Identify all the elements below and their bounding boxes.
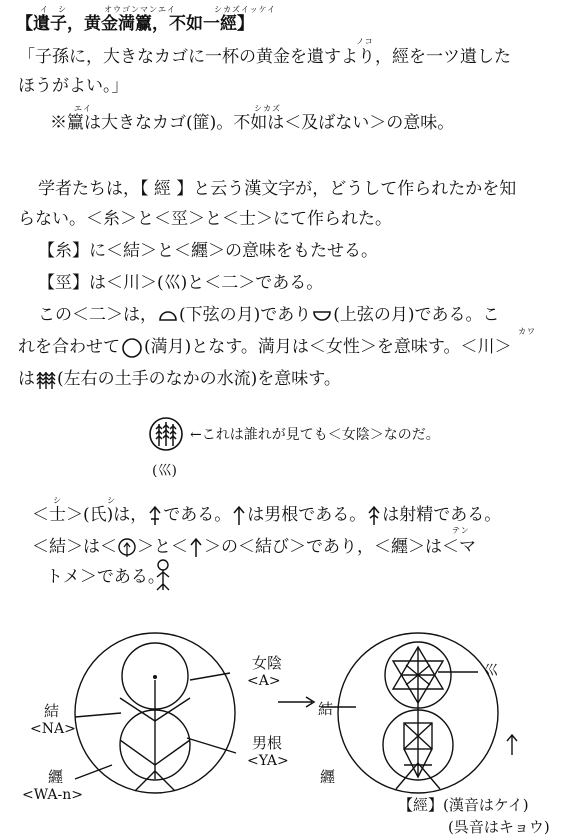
body-line-5-b: (下弦の月)であり xyxy=(179,305,312,325)
waxing-moon-icon xyxy=(311,306,333,326)
shi-line-1 xyxy=(32,504,501,527)
body-line-4: 【巠】は＜川＞(巛)と＜二＞である。 xyxy=(38,273,324,293)
vulva-symbol-icon xyxy=(148,414,184,454)
shi-line-2-b: ＞と＜ xyxy=(137,537,188,557)
shi-line-3 xyxy=(46,566,165,588)
ruby-shi-2: シ xyxy=(107,496,116,505)
shi-line-1-c: は男根である。 xyxy=(247,505,367,525)
body-line-7-a: は xyxy=(18,369,35,389)
label-nyoin: 女陰 xyxy=(252,654,283,672)
shi-line-2 xyxy=(32,536,476,559)
shi-line-3-text: トメ＞である。 xyxy=(46,567,165,587)
body-line-6-a: れを合わせて xyxy=(18,337,120,357)
circle-knot-icon xyxy=(117,537,137,559)
river-glyph-icon xyxy=(35,369,57,391)
label-kei: 巛 xyxy=(484,663,498,679)
body-line-3: 【糸】に＜結＞と＜纒＞の意味をもたせる。 xyxy=(38,241,378,261)
label-na: <NA> xyxy=(30,721,76,737)
ruby-ten: テン xyxy=(452,526,470,535)
full-moon-icon xyxy=(120,337,144,359)
shi-line-1-a: ＜士＞(氏)は， xyxy=(32,505,148,525)
phallus-arrow-icon-3 xyxy=(188,537,204,559)
body-line-5-c: (上弦の月)である。こ xyxy=(333,305,500,325)
page-title: 【遺子，黄金満籯，不如一經】 xyxy=(16,14,254,34)
body-line-6-b: (満月)となす。満月は＜女性＞を意味す。＜川＞ xyxy=(144,337,512,357)
body-line-7 xyxy=(18,368,341,391)
figure-caption: (巛) xyxy=(152,463,177,479)
footer-line-1: 【經】(漢音はケイ) xyxy=(398,796,529,814)
ejaculation-arrow-icon xyxy=(366,505,382,527)
right-diagram xyxy=(300,625,581,805)
ruby-shi-1: シ xyxy=(53,496,62,505)
pointer-a xyxy=(190,673,230,680)
shi-line-2-c: ＞の＜結び＞であり，＜纒＞は＜マ xyxy=(204,537,476,557)
body-line-6 xyxy=(18,336,512,359)
label-musubi-left: 結 xyxy=(44,702,60,720)
ruby-noko: ノコ xyxy=(356,37,374,46)
phallus-arrow-icon-2 xyxy=(231,505,247,527)
human-figure-icon xyxy=(152,558,174,592)
ruby-ei: エイ xyxy=(74,104,92,113)
body-line-2: らない。＜糸＞と＜巠＞と＜士＞にて作られた。 xyxy=(18,209,392,229)
right-arrow-glyph xyxy=(507,735,517,755)
body-line-5 xyxy=(38,304,500,326)
label-ten-right: 纒 xyxy=(320,768,336,786)
ruby-shikazu: シカズイッケイ xyxy=(214,5,277,14)
label-a: <A> xyxy=(247,673,281,689)
ruby-shikazu-2: シカズ xyxy=(254,104,281,113)
waning-moon-icon xyxy=(157,306,179,326)
label-ya: <YA> xyxy=(247,753,289,769)
shi-line-1-d: は射精である。 xyxy=(382,505,502,525)
body-line-1: 学者たちは，【 經 】と云う漢文字が，どうして作られたかを知 xyxy=(38,179,517,199)
left-dot xyxy=(153,675,157,679)
label-musubi-right: 結 xyxy=(318,700,334,718)
shi-line-1-b: である。 xyxy=(163,505,232,525)
footer-line-2: (呉音はキョウ) xyxy=(448,818,550,836)
label-ten-left: 纒 xyxy=(48,768,64,786)
figure-arrow-note: ←これは誰れが見ても＜女陰＞なのだ。 xyxy=(190,427,440,443)
body-line-5-a: この＜二＞は， xyxy=(38,305,157,325)
label-dankon: 男根 xyxy=(252,734,283,752)
label-wan: <WA-n> xyxy=(22,787,84,803)
ruby-kawa: カワ xyxy=(518,327,536,336)
phallus-arrow-icon xyxy=(147,505,163,527)
note-line: ※籯は大きなカゴ(篚)。不如は＜及ばない＞の意味。 xyxy=(50,113,455,133)
ruby-ishi: イ シ xyxy=(40,5,67,14)
quote-line-2: ほうがよい。」 xyxy=(18,76,129,96)
shi-line-2-a: ＜結＞は＜ xyxy=(32,537,117,557)
pointer-na xyxy=(75,713,121,717)
ruby-ougon: オウゴンマンエイ xyxy=(104,5,176,14)
quote-line-1: 「子孫に，大きなカゴに一杯の黄金を遺すより，經を一ツ遺した xyxy=(18,47,511,67)
body-line-7-b: (左右の土手のなかの水流)を意味す。 xyxy=(57,369,341,389)
